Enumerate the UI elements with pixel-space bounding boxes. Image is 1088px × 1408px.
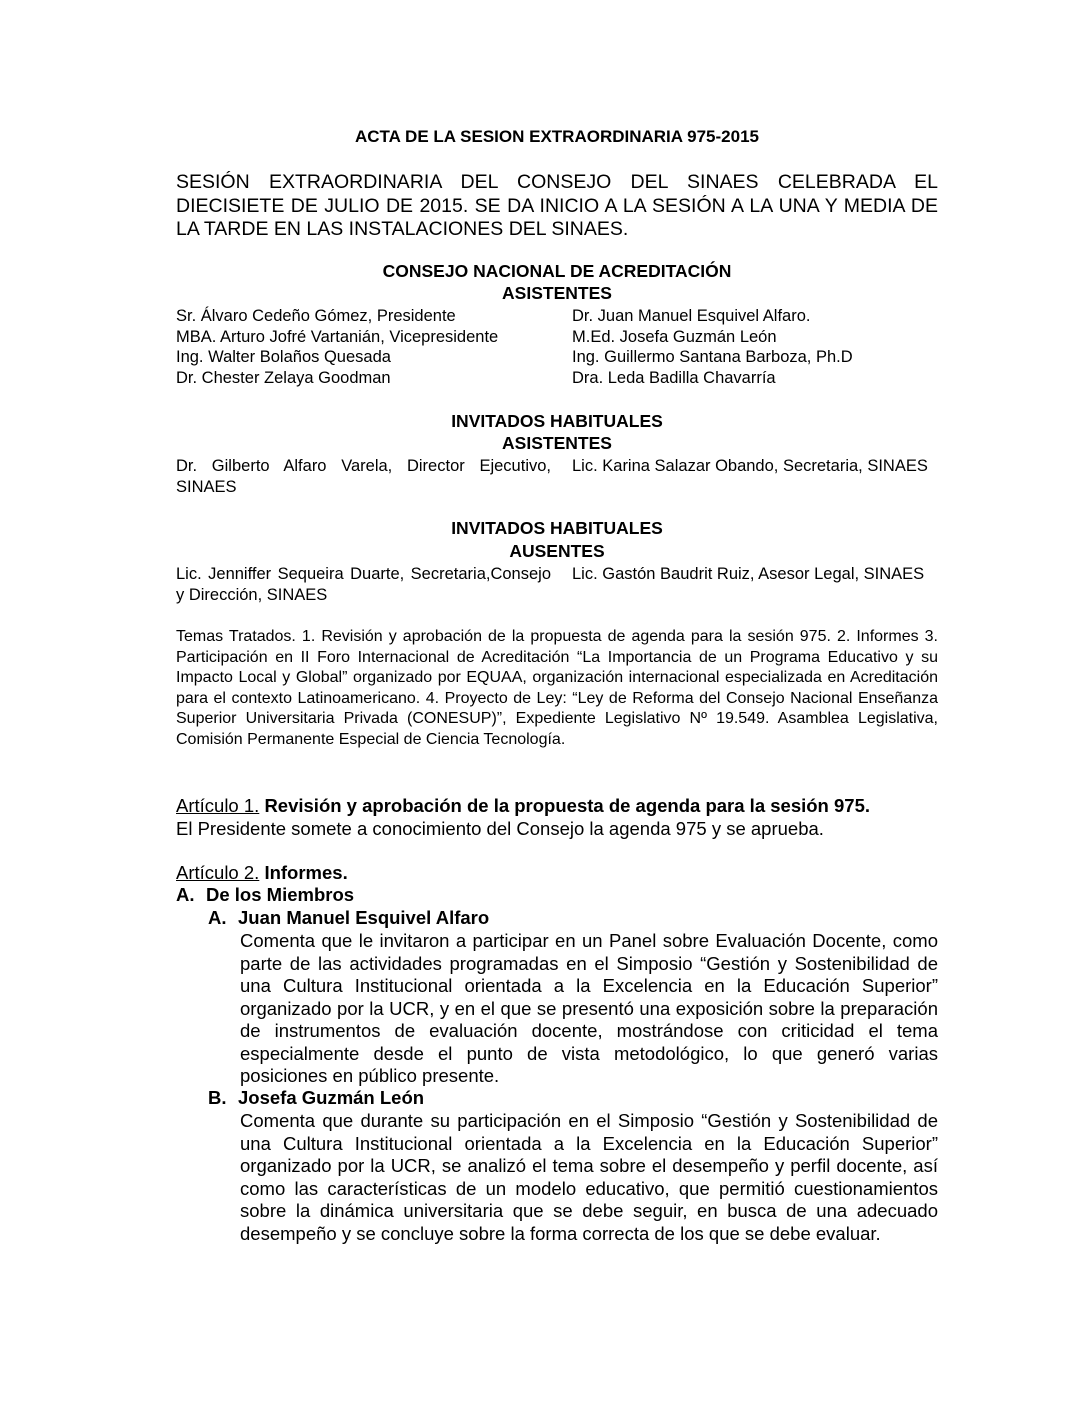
article-1-label: Artículo 1. xyxy=(176,795,260,816)
section-title: De los Miembros xyxy=(206,884,355,905)
section-letter: A. xyxy=(176,884,195,905)
guest-present-left: Dr. Gilberto Alfaro Varela, Director Ejecutivo, SINAES xyxy=(176,457,551,496)
attendee-name: Dr. Juan Manuel Esquivel Alfaro. xyxy=(572,307,811,325)
guests-present-heading: INVITADOS HABITUALES xyxy=(451,411,663,431)
member-b-report: Comenta que durante su participación en el Simposio “Gestión y Sostenibilidad de una Cultura Institucional orientada a la Excelencia en la Educación Superior” organizado por la UCR, se analizó el tema sobre el desempeño y perfil docente, así como las características de un modelo educativo, que permitió cuestionamientos sobre la dinámica universitaria que se debe seguir, en busca de una adecuado desempeño y se concluye sobre la forma correcta de los que se debe evaluar. xyxy=(240,1110,938,1244)
attendee-name: MBA. Arturo Jofré Vartanián, Vicepresidente xyxy=(176,327,499,346)
attendee-name: Dra. Leda Badilla Chavarría xyxy=(572,368,776,387)
member-name: Juan Manuel Esquivel Alfaro xyxy=(238,907,490,928)
session-intro: SESIÓN EXTRAORDINARIA DEL CONSEJO DEL SINAES CELEBRADA EL DIECISIETE DE JULIO DE 2015. SE DA INICIO A LA SESIÓN A LA UNA Y MEDIA DE LA TARDE EN LAS INSTALACIONES DEL SINAES. xyxy=(176,171,938,240)
guests-absent-subheading: AUSENTES xyxy=(509,541,605,561)
attendee-name: M.Ed. Josefa Guzmán León xyxy=(572,327,777,346)
topics-paragraph: Temas Tratados. 1. Revisión y aprobación de la propuesta de agenda para la sesión 975. 2. Informes 3. Participación en II Foro Internacional de Acreditación “La Importancia de un Programa Educativo y su Impacto Local y Global” organizado por EQUAA, organización internacional especializada en Acreditación para el contexto Latinoamericano. 4. Proyecto de Ley: “Ley de Reforma del Consejo Nacional Enseñanza Superior Universitaria Privada (CONESUP)”, Expediente Legislativo Nº 19.549. Asamblea Legislativa, Comisión Permanente Especial de Ciencia Tecnología. xyxy=(176,628,938,748)
member-letter: B. xyxy=(208,1087,227,1108)
council-subheading: ASISTENTES xyxy=(502,283,612,303)
council-right-list xyxy=(572,306,938,388)
member-name: Josefa Guzmán León xyxy=(238,1087,425,1108)
attendee-name: Sr. Álvaro Cedeño Gómez, Presidente xyxy=(176,307,456,325)
council-heading: CONSEJO NACIONAL DE ACREDITACIÓN xyxy=(382,261,732,281)
attendee-name: Ing. Walter Bolaños Quesada xyxy=(176,348,391,366)
article-2-title: Informes. xyxy=(264,862,348,883)
member-b-heading xyxy=(208,1087,424,1110)
guest-absent-left: Lic. Jenniffer Sequeira Duarte, Secretaria,Consejo y Dirección, SINAES xyxy=(176,565,551,604)
attendee-name: Ing. Guillermo Santana Barboza, Ph.D xyxy=(572,348,853,366)
document-title: ACTA DE LA SESION EXTRAORDINARIA 975-2015 xyxy=(355,127,759,146)
guests-present-subheading: ASISTENTES xyxy=(502,433,612,453)
article-2-heading xyxy=(176,862,938,885)
guest-absent-right: Lic. Gastón Baudrit Ruiz, Asesor Legal, SINAES xyxy=(572,565,925,583)
member-a-heading xyxy=(208,907,489,930)
attendee-name: Dr. Chester Zelaya Goodman xyxy=(176,368,391,387)
article-1-title: Revisión y aprobación de la propuesta de agenda para la sesión 975. xyxy=(264,795,871,816)
council-left-list xyxy=(176,306,551,388)
member-a-report: Comenta que le invitaron a participar en un Panel sobre Evaluación Docente, como parte de las actividades programadas en el Simposio “Gestión y Sostenibilidad de una Cultura Institucional orientada a la Excelencia en la Educación Superior” organizado por la UCR, y en el que se presentó una exposición sobre la preparación de instrumentos de evaluación docente, mostrándose con criticidad el tema especialmente desde el punto de vista metodológico, lo que generó varias posiciones en público presente. xyxy=(240,930,938,1086)
member-letter: A. xyxy=(208,907,227,928)
article-2-label: Artículo 2. xyxy=(176,862,260,883)
article-1-text: El Presidente somete a conocimiento del Consejo la agenda 975 y se aprueba. xyxy=(176,818,824,839)
article-1-heading xyxy=(176,795,938,818)
guest-present-right: Lic. Karina Salazar Obando, Secretaria, SINAES xyxy=(572,457,928,475)
section-members-heading xyxy=(176,884,354,907)
guests-absent-heading: INVITADOS HABITUALES xyxy=(451,518,663,538)
